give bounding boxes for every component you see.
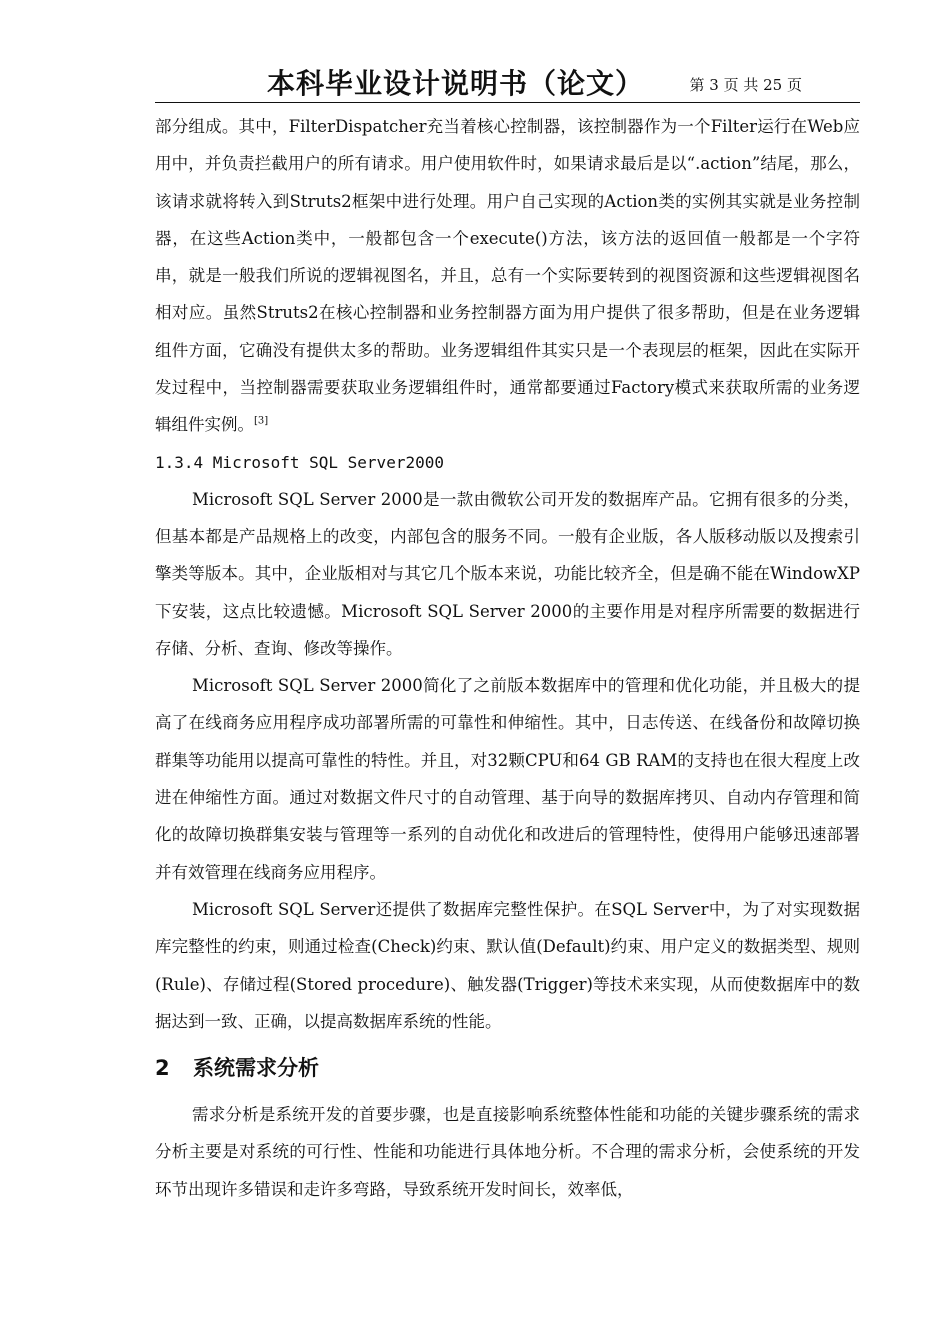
header-page-info: 第 3 页 共 25 页 [689, 76, 802, 94]
paragraph-sqlserver-features: Microsoft SQL Server 2000简化了之前版本数据库中的管理和优化功能，并且极大的提高了在线商务应用程序成功部署所需的可靠性和伸缩性。其中，日志传送、在线备份和故障切换群集等功能用以提高可靠性的特性。并且，对32颗CPU和64 GB RAM的支持也在很大程度上改进在伸缩性方面。通过对数据文件尺寸的自动管理、基于向导的数据库拷贝、自动内存管理和简化的故障切换群集安装与管理等一系列的自动优化和改进后的管理特性，使得用户能够迅速部署并有效管理在线商务应用程序。 [155, 676, 860, 882]
paragraph-sqlserver-integrity: Microsoft SQL Server还提供了数据库完整性保护。在SQL Server中，为了对实现数据库完整性的约束，则通过检查(Check)约束、默认值(Default)约束、用户定义的数据类型、规则(Rule)、存储过程(Stored procedure)、触发器(Trigger)等技术来实现，从而使数据库中的数据达到一致、正确，以提高数据库系统的性能。 [155, 899, 860, 1031]
paragraph-sqlserver-intro: Microsoft SQL Server 2000是一款由微软公司开发的数据库产品。它拥有很多的分类，但基本都是产品规格上的改变，内部包含的服务不同。一般有企业版，各人版移动版以及搜索引擎类等版本。其中，企业版相对与其它几个版本来说，功能比较齐全，但是确不能在WindowXP下安装，这点比较遗憾。Microsoft SQL Server 2000的主要作用是对程序所需要的数据进行存储、分析、查询、修改等操作。 [155, 489, 860, 658]
page-header [155, 60, 860, 103]
body-text [155, 108, 860, 1208]
section-heading [155, 1040, 860, 1096]
citation-marker: [3] [254, 415, 269, 427]
paragraph-struts2-text: 部分组成。其中，FilterDispatcher充当着核心控制器，该控制器作为一个Filter运行在Web应用中，并负责拦截用户的所有请求。用户使用软件时，如果请求最后是以“.action”结尾，那么，该请求就将转入到Struts2框架中进行处理。用户自己实现的Action类的实例其实就是业务控制器，在这些Action类中，一般都包含一个execute()方法，该方法的返回值一般都是一个字符串，就是一般我们所说的逻辑视图名，并且，总有一个实际要转到的视图资源和这些逻辑视图名相对应。虽然Struts2在核心控制器和业务控制器方面为用户提供了很多帮助，但是在业务逻辑组件方面，它确没有提供太多的帮助。业务逻辑组件其实只是一个表现层的框架，因此在实际开发过程中，当控制器需要获取业务逻辑组件时，通常都要通过Factory模式来获取所需的业务逻辑组件实例。 [155, 117, 860, 435]
paragraph-struts2 [155, 108, 860, 444]
subsection-heading: 1.3.4 Microsoft SQL Server2000 [155, 452, 444, 472]
header-title: 本科毕业设计说明书（论文） [267, 67, 645, 100]
section-number: 2 [155, 1056, 170, 1081]
section-title: 系统需求分析 [193, 1056, 319, 1081]
paragraph-requirements: 需求分析是系统开发的首要步骤，也是直接影响系统整体性能和功能的关键步骤系统的需求分析主要是对系统的可行性、性能和功能进行具体地分析。不合理的需求分析，会使系统的开发环节出现许多错误和走许多弯路，导致系统开发时间长，效率低， [155, 1105, 860, 1199]
